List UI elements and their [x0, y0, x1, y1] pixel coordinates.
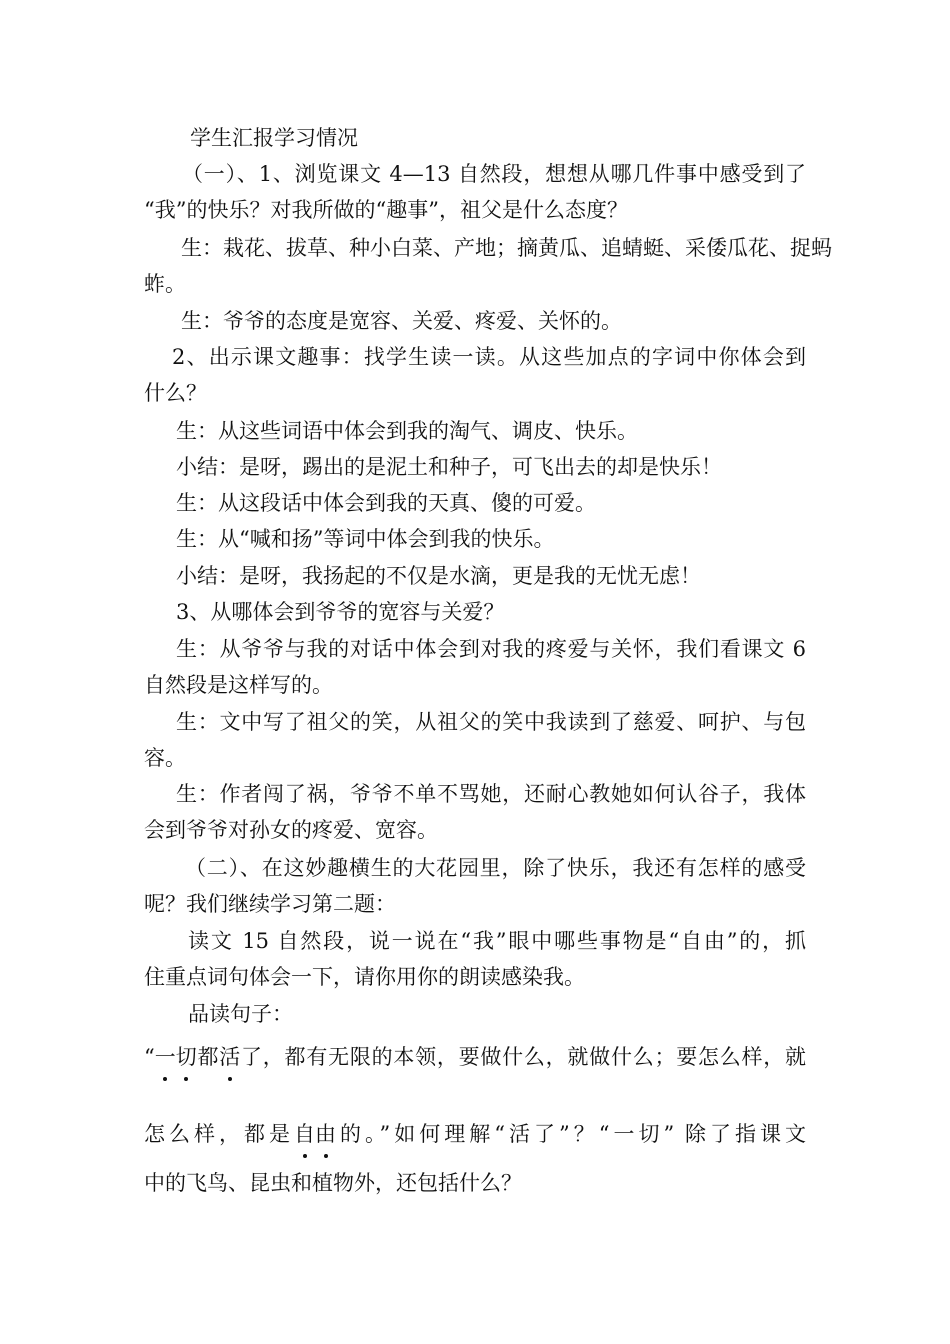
text-line: 2、出示课文趣事：找学生读一读。从这些加点的字词中你体会到 [172, 345, 806, 369]
text-line: 生：从这些词语中体会到我的淘气、调皮、快乐。 [176, 419, 638, 443]
quote-text: 怎么样，都是 [144, 1122, 295, 1146]
text-line: 生：从这段话中体会到我的天真、傻的可爱。 [176, 491, 596, 515]
text-line: 学生汇报学习情况 [190, 126, 358, 150]
text-line: 自然段是这样写的。 [144, 673, 333, 697]
quote-open: “ [144, 1045, 155, 1069]
quote-line-2 [144, 1122, 806, 1146]
text-line: 什么？ [144, 381, 207, 405]
text-line: 生：栽花、拔草、种小白菜、产地；摘黄瓜、追蜻蜓、采倭瓜花、捉蚂 [181, 236, 832, 260]
text-line: 住重点词句体会一下，请你用你的朗读感染我。 [144, 965, 585, 989]
text-line: 容。 [144, 746, 186, 770]
text-line: 蚱。 [144, 272, 186, 296]
text-line: 品读句子： [188, 1002, 293, 1026]
text-line: “我”的快乐？对我所做的“趣事”，祖父是什么态度？ [144, 198, 628, 222]
emphasis-char: 自 [294, 1122, 316, 1146]
text-line: 呢？我们继续学习第二题： [144, 892, 396, 916]
emphasis-char: 活 [219, 1045, 241, 1069]
quote-text: 的。”如何理解“活了”？“一切” 除了指课文 [336, 1122, 806, 1146]
text-line: 生：作者闯了祸，爷爷不单不骂她，还耐心教她如何认谷子，我体 [176, 782, 806, 806]
emphasis-char: 切 [175, 1045, 197, 1069]
text-line: 生：爷爷的态度是宽容、关爱、疼爱、关怀的。 [181, 309, 622, 333]
text-line: 生：文中写了祖父的笑，从祖父的笑中我读到了慈爱、呵护、与包 [176, 710, 806, 734]
emphasis-char: 一 [154, 1045, 176, 1069]
text-line: 小结：是呀，我扬起的不仅是水滴，更是我的无忧无虑！ [176, 564, 701, 588]
text-line: 生：从“喊和扬”等词中体会到我的快乐。 [176, 527, 555, 551]
text-line: 生：从爷爷与我的对话中体会到对我的疼爱与关怀，我们看课文 6 [176, 637, 806, 661]
quote-text: 了，都有无限的本领，要做什么，就做什么；要怎么样，就 [240, 1045, 807, 1069]
quote-line-3: 中的飞鸟、昆虫和植物外，还包括什么？ [144, 1171, 522, 1195]
text-line: 读文 15 自然段，说一说在“我”眼中哪些事物是“自由”的，抓 [188, 929, 806, 953]
emphasis-char: 由 [315, 1122, 337, 1146]
text-line: （二）、在这妙趣横生的大花园里，除了快乐，我还有怎样的感受 [185, 856, 806, 880]
text-line: 3、从哪体会到爷爷的宽容与关爱？ [176, 600, 505, 624]
text-line: 会到爷爷对孙女的疼爱、宽容。 [144, 818, 438, 842]
quote-line-1 [144, 1045, 806, 1069]
text-line: 小结：是呀，踢出的是泥土和种子，可飞出去的却是快乐！ [176, 455, 722, 479]
text-line: （一）、1、浏览课文 4—13 自然段，想想从哪几件事中感受到了 [182, 162, 806, 186]
quote-text: 都 [196, 1045, 220, 1069]
